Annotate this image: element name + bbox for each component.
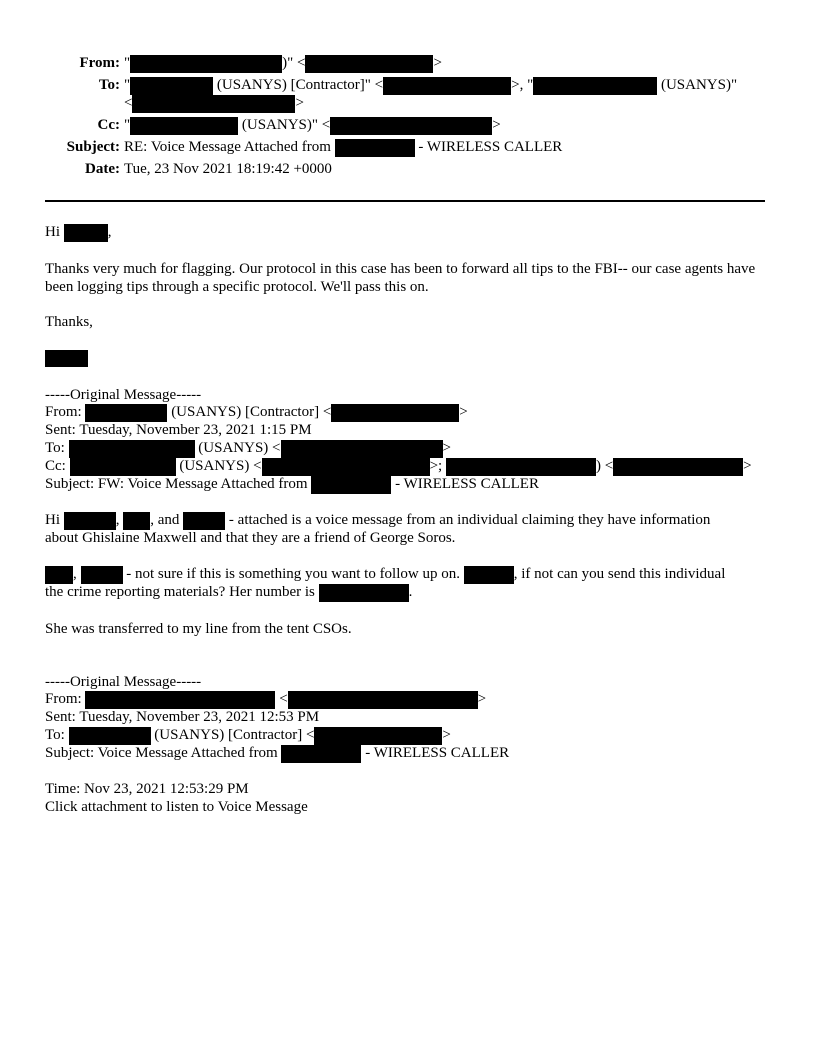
- redaction: [383, 77, 511, 95]
- orig1-para3: She was transferred to my line from the tent CSOs.: [45, 621, 352, 637]
- divider: [45, 200, 765, 202]
- redaction: [613, 458, 743, 476]
- redaction: [132, 95, 295, 113]
- to-line-cont: < >: [124, 95, 304, 111]
- redaction: [69, 727, 151, 745]
- redaction: [331, 404, 459, 422]
- redaction: [446, 458, 596, 476]
- redaction: [81, 566, 123, 584]
- redaction: [262, 458, 430, 476]
- redaction: [64, 512, 116, 530]
- original-marker: -----Original Message-----: [45, 387, 202, 403]
- from-label: From:: [79, 55, 120, 71]
- redaction: [130, 117, 238, 135]
- orig2-subject: Subject: Voice Message Attached from - WIRELESS CALLER: [45, 745, 510, 761]
- date-label: Date:: [85, 161, 120, 177]
- redaction: [70, 458, 176, 476]
- redaction: [69, 440, 195, 458]
- redaction: [130, 77, 213, 95]
- redaction: [183, 512, 225, 530]
- orig1-cc: Cc: (USANYS) < >; ) < >: [45, 458, 752, 474]
- redaction: [281, 745, 361, 763]
- redaction: [281, 440, 443, 458]
- orig1-para1-line2: about Ghislaine Maxwell and that they are a friend of George Soros.: [45, 530, 456, 546]
- redaction: [288, 691, 478, 709]
- redaction: [130, 55, 282, 73]
- redaction: [85, 404, 167, 422]
- orig1-para1: Hi , , and - attached is a voice message from an individual claiming they have information: [45, 512, 711, 528]
- redaction: [311, 476, 391, 494]
- signature: [45, 349, 88, 367]
- orig2-click: Click attachment to listen to Voice Message: [45, 799, 308, 815]
- redaction: [45, 566, 73, 584]
- redaction: [64, 224, 108, 242]
- original-marker-2: -----Original Message-----: [45, 674, 202, 690]
- orig2-sent: Sent: Tuesday, November 23, 2021 12:53 PM: [45, 709, 320, 725]
- redaction: [319, 584, 409, 602]
- orig1-subject: Subject: FW: Voice Message Attached from - WIRELESS CALLER: [45, 476, 539, 492]
- greeting: Hi ,: [45, 224, 112, 240]
- cc-label: Cc:: [97, 117, 120, 133]
- redaction: [335, 139, 415, 157]
- to-line: " (USANYS) [Contractor]" < >, " (USANYS)": [124, 77, 738, 93]
- redaction: [314, 727, 442, 745]
- redaction: [464, 566, 514, 584]
- orig2-from: From: < >: [45, 691, 487, 707]
- orig1-para2-line2: the crime reporting materials? Her number is .: [45, 584, 413, 600]
- reply-body: Thanks very much for flagging. Our protocol in this case has been to forward all tips to the FBI-- our case agents have been logging tips through a specific protocol. We'll pass this on.: [45, 261, 756, 295]
- subject-line: RE: Voice Message Attached from - WIRELESS CALLER: [124, 139, 563, 155]
- orig1-from: From: (USANYS) [Contractor] < >: [45, 404, 468, 420]
- redaction: [45, 350, 88, 367]
- from-line: " )" < >: [124, 55, 442, 71]
- cc-line: " (USANYS)" < >: [124, 117, 501, 133]
- to-label: To:: [98, 77, 120, 93]
- thanks: Thanks,: [45, 314, 93, 330]
- redaction: [123, 512, 150, 530]
- subject-label: Subject:: [66, 139, 120, 155]
- orig2-time: Time: Nov 23, 2021 12:53:29 PM: [45, 781, 249, 797]
- redaction: [85, 691, 275, 709]
- date-line: Tue, 23 Nov 2021 18:19:42 +0000: [124, 161, 332, 177]
- orig1-to: To: (USANYS) < >: [45, 440, 451, 456]
- orig2-to: To: (USANYS) [Contractor] < >: [45, 727, 451, 743]
- orig1-para2: , - not sure if this is something you want to follow up on. , if not can you send this individual: [45, 565, 725, 584]
- orig1-sent: Sent: Tuesday, November 23, 2021 1:15 PM: [45, 422, 312, 438]
- redaction: [305, 55, 433, 73]
- redaction: [330, 117, 492, 135]
- redaction: [533, 77, 657, 95]
